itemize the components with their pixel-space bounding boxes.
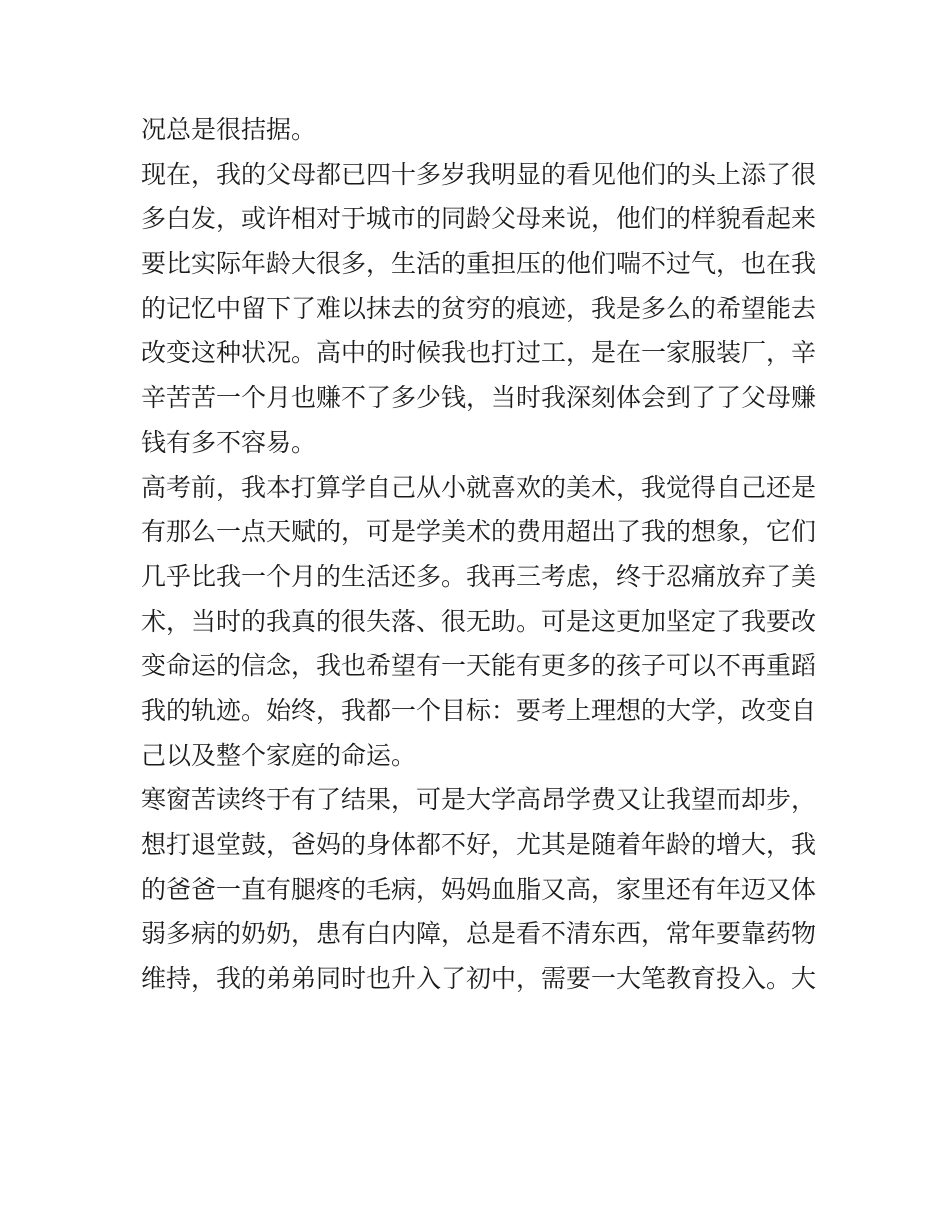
text-line: 现在，我的父母都已四十多岁我明显的看见他们的头上添了很 xyxy=(141,159,817,189)
text-line: 要比实际年龄大很多，生活的重担压的他们喘不过气，也在我 xyxy=(141,249,817,279)
text-line: 的爸爸一直有腿疼的毛病，妈妈血脂又高，家里还有年迈又体 xyxy=(141,874,817,904)
text-line: 弱多病的奶奶，患有白内障，总是看不清东西，常年要靠药物 xyxy=(141,919,817,949)
text-line: 高考前，我本打算学自己从小就喜欢的美术，我觉得自己还是 xyxy=(141,472,817,502)
body-text xyxy=(141,108,821,1002)
text-line: 辛苦苦一个月也赚不了多少钱，当时我深刻体会到了了父母赚 xyxy=(141,383,817,413)
text-line: 维持，我的弟弟同时也升入了初中，需要一大笔教育投入。大 xyxy=(141,964,817,994)
text-line: 我的轨迹。始终，我都一个目标：要考上理想的大学，改变自 xyxy=(141,695,817,725)
text-line: 术，当时的我真的很失落、很无助。可是这更加坚定了我要改 xyxy=(141,606,817,636)
text-line: 多白发，或许相对于城市的同龄父母来说，他们的样貌看起来 xyxy=(141,204,817,234)
text-line: 况总是很拮据。 xyxy=(141,115,317,144)
text-line: 寒窗苦读终于有了结果，可是大学高昂学费又让我望而却步， xyxy=(141,785,817,815)
text-line: 有那么一点天赋的，可是学美术的费用超出了我的想象，它们 xyxy=(141,517,817,547)
text-line: 改变这种状况。高中的时候我也打过工，是在一家服装厂，辛 xyxy=(141,338,817,368)
text-line: 的记忆中留下了难以抹去的贫穷的痕迹，我是多么的希望能去 xyxy=(141,293,817,323)
text-line: 想打退堂鼓，爸妈的身体都不好，尤其是随着年龄的增大，我 xyxy=(141,830,817,859)
text-line: 变命运的信念，我也希望有一天能有更多的孩子可以不再重蹈 xyxy=(141,651,817,681)
text-line: 钱有多不容易。 xyxy=(141,427,317,457)
text-line: 己以及整个家庭的命运。 xyxy=(141,740,417,770)
text-line: 几乎比我一个月的生活还多。我再三考虑，终于忍痛放弃了美 xyxy=(141,561,817,591)
